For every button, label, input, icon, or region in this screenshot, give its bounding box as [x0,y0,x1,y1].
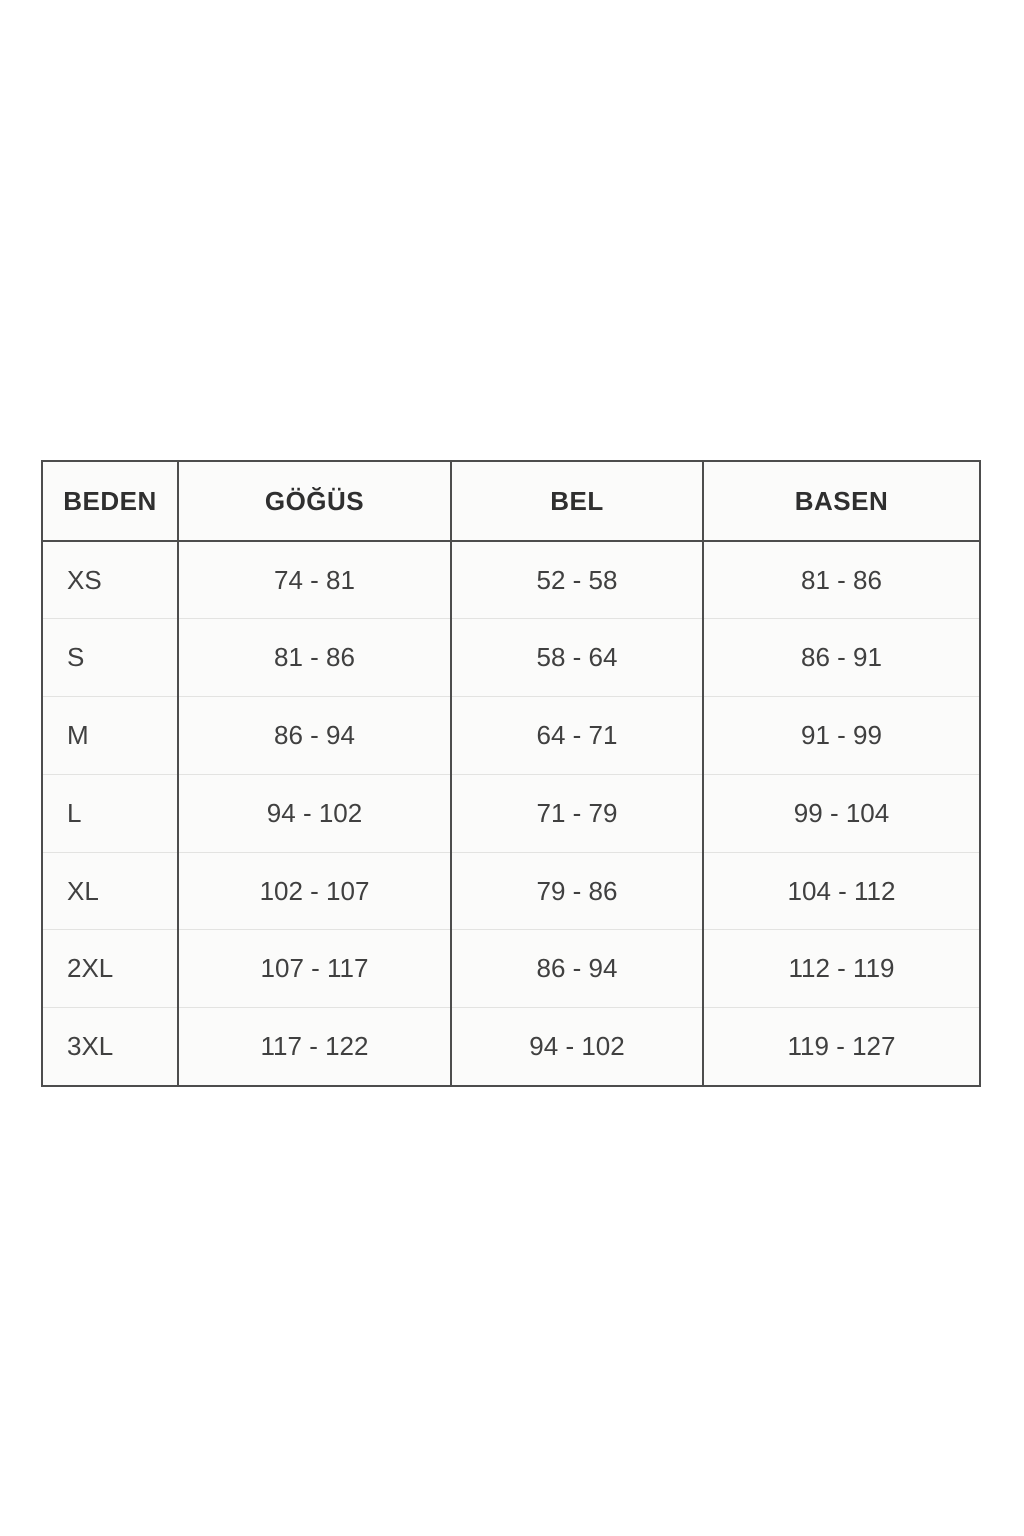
column-header-waist: BEL [451,461,703,541]
hip-cell: 99 - 104 [703,774,980,852]
hip-cell: 112 - 119 [703,930,980,1008]
column-header-hip: BASEN [703,461,980,541]
chest-cell: 94 - 102 [178,774,451,852]
size-cell: L [42,774,178,852]
size-cell: S [42,619,178,697]
waist-cell: 71 - 79 [451,774,703,852]
table-row [42,619,980,697]
table-row [42,852,980,930]
waist-cell: 64 - 71 [451,697,703,775]
table-row [42,930,980,1008]
size-chart-header-row [42,461,980,541]
waist-cell: 58 - 64 [451,619,703,697]
waist-cell: 79 - 86 [451,852,703,930]
table-row [42,541,980,619]
size-cell: XL [42,852,178,930]
waist-cell: 94 - 102 [451,1008,703,1086]
chest-cell: 74 - 81 [178,541,451,619]
size-cell: XS [42,541,178,619]
column-header-size: BEDEN [42,461,178,541]
hip-cell: 91 - 99 [703,697,980,775]
table-row [42,697,980,775]
chest-cell: 81 - 86 [178,619,451,697]
hip-cell: 81 - 86 [703,541,980,619]
table-row [42,1008,980,1086]
size-cell: 2XL [42,930,178,1008]
column-header-chest: GÖĞÜS [178,461,451,541]
chest-cell: 117 - 122 [178,1008,451,1086]
chest-cell: 102 - 107 [178,852,451,930]
size-cell: M [42,697,178,775]
table-row [42,774,980,852]
size-chart-table [41,460,981,1087]
hip-cell: 104 - 112 [703,852,980,930]
waist-cell: 86 - 94 [451,930,703,1008]
hip-cell: 119 - 127 [703,1008,980,1086]
waist-cell: 52 - 58 [451,541,703,619]
hip-cell: 86 - 91 [703,619,980,697]
chest-cell: 107 - 117 [178,930,451,1008]
size-cell: 3XL [42,1008,178,1086]
chest-cell: 86 - 94 [178,697,451,775]
